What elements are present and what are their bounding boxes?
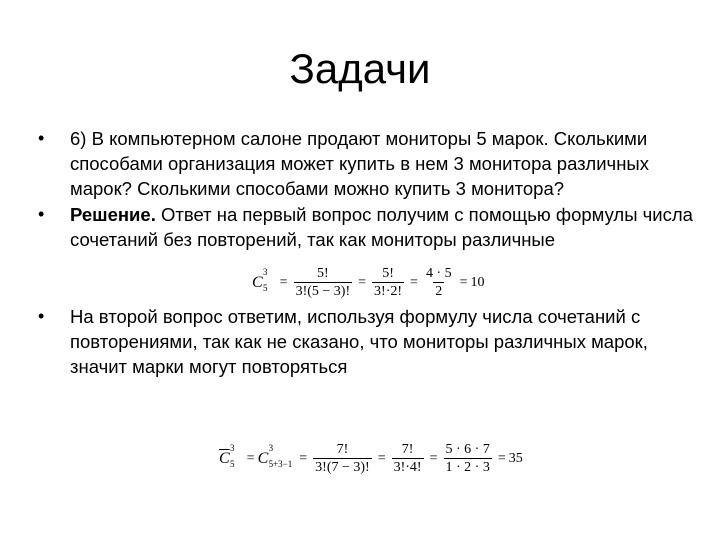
equals-sign: =	[410, 274, 418, 290]
equals-sign: =	[358, 274, 367, 290]
fraction: $\frac{5!}{3!(5 - 3)!}$	[295, 266, 351, 299]
fraction: $\frac{7!}{3!\cdot 4!}$	[393, 442, 422, 475]
fraction: $\frac{5 \cdot 6 \cdot 7}{1 \cdot 2 \cdot 3}$	[445, 442, 490, 475]
bullet-list	[38, 126, 698, 379]
bullet-text: На второй вопрос ответим, используя формулу числа сочетаний с повторениями, так как не сказано, что мониторы различных марок, значит марки могут повторяться	[70, 306, 648, 377]
combination-repetition-symbol: C 3 5	[219, 442, 235, 469]
formula-combinations-with-repetition	[219, 442, 523, 475]
combination-symbol: C 3 5+3−1	[257, 442, 293, 469]
formula-result: 10	[470, 274, 485, 290]
bullet-marker: •	[38, 306, 45, 326]
bullet-item-problem	[38, 126, 698, 201]
equals-sign: =	[377, 450, 386, 466]
fraction: $\frac{4 \cdot 5}{2}$	[425, 266, 452, 299]
equals-sign: =	[279, 274, 288, 290]
equals-sign: =	[459, 274, 468, 290]
equals-sign: =	[246, 450, 255, 466]
equals-sign: =	[299, 450, 308, 466]
formula-result: 35	[508, 450, 523, 466]
bullet-text: Ответ на первый вопрос получим с помощью формулы числа сочетаний без повторений, так как мониторы различные	[70, 204, 693, 250]
bullet-marker: •	[38, 204, 45, 224]
equals-sign: =	[497, 450, 506, 466]
solution-label: Решение.	[70, 204, 156, 225]
combination-symbol: C 3 5	[252, 266, 268, 293]
fraction: $\frac{7!}{3!(7 - 3)!}$	[315, 442, 370, 475]
slide-title: Задачи	[289, 45, 431, 92]
bullet-marker: •	[38, 128, 45, 148]
bullet-text: 6) В компьютерном салоне продают мониторы 5 марок. Сколькими способами организация может купить в нем 3 монитора различных марок? Сколькими способами можно купить 3 монитора?	[70, 128, 649, 199]
bullet-item-solution	[38, 202, 698, 252]
bullet-item-second-question	[38, 304, 698, 379]
formula-combinations	[252, 266, 485, 299]
equals-sign: =	[429, 450, 438, 466]
fraction: $\frac{5!}{3!\cdot 2!}$	[374, 266, 403, 299]
